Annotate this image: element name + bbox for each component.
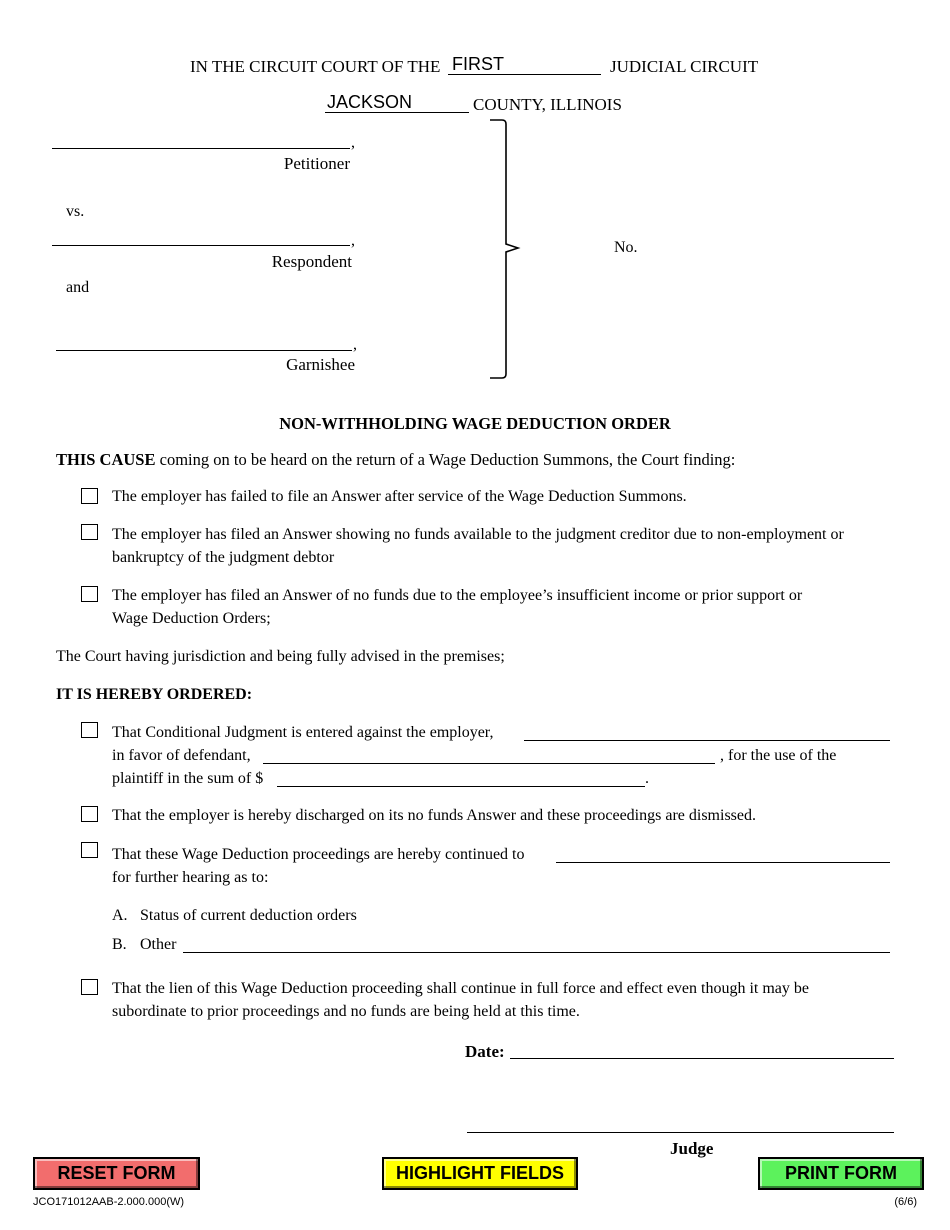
reset-form-button[interactable]: RESET FORM <box>33 1157 200 1190</box>
finding-2-checkbox[interactable] <box>81 524 98 540</box>
intro-rest: coming on to be heard on the return of a Wage Deduction Summons, the Court finding: <box>155 450 736 469</box>
order-2-line1: That the employer is hereby discharged on its no funds Answer and these proceedings are dismissed. <box>112 807 756 824</box>
order-3-line2: for further hearing as to: <box>112 869 269 886</box>
judge-label: Judge <box>670 1139 714 1158</box>
finding-3-text-line1: The employer has filed an Answer of no funds due to the employee’s insufficient income or prior support or <box>112 587 803 604</box>
intro-text <box>56 450 735 470</box>
judge-signature-line[interactable] <box>467 1132 894 1133</box>
other-field[interactable] <box>183 952 890 953</box>
county-suffix: COUNTY, ILLINOIS <box>473 95 622 114</box>
date-label: Date: <box>465 1042 505 1061</box>
employer-name-field[interactable] <box>524 740 890 741</box>
finding-3-text-line2: Wage Deduction Orders; <box>112 610 271 627</box>
caption-brace <box>488 118 524 382</box>
finding-1-checkbox[interactable] <box>81 488 98 504</box>
circuit-suffix: JUDICIAL CIRCUIT <box>610 57 759 76</box>
highlight-fields-button[interactable]: HIGHLIGHT FIELDS <box>382 1157 578 1190</box>
order-4-checkbox[interactable] <box>81 979 98 995</box>
finding-2-text-line2: bankruptcy of the judgment debtor <box>112 549 335 566</box>
order-1-line1: That Conditional Judgment is entered against the employer, <box>112 724 494 741</box>
county-value[interactable]: JACKSON <box>327 92 413 112</box>
page-number: (6/6) <box>894 1196 917 1208</box>
order-4-line2: subordinate to prior proceedings and no funds are being held at this time. <box>112 1003 580 1020</box>
form-title: NON-WITHHOLDING WAGE DEDUCTION ORDER <box>279 414 671 433</box>
respondent-label: Respondent <box>271 252 352 271</box>
order-1-line3b: . <box>645 770 649 787</box>
court-prefix: IN THE CIRCUIT COURT OF THE <box>190 57 441 76</box>
order-3-line1: That these Wage Deduction proceedings are hereby continued to <box>112 846 525 863</box>
date-field[interactable] <box>510 1058 894 1059</box>
finding-3-checkbox[interactable] <box>81 586 98 602</box>
garnishee-field[interactable] <box>56 350 352 351</box>
print-form-button[interactable]: PRINT FORM <box>758 1157 924 1190</box>
case-no-field[interactable] <box>644 236 894 260</box>
garnishee-comma: , <box>353 336 357 353</box>
garnishee-label: Garnishee <box>286 355 355 374</box>
ordered-heading: IT IS HEREBY ORDERED: <box>56 686 253 703</box>
continued-to-field[interactable] <box>556 862 890 863</box>
order-2-checkbox[interactable] <box>81 806 98 822</box>
finding-1-text: The employer has failed to file an Answer after service of the Wage Deduction Summons. <box>112 488 687 505</box>
order-1-line3a: plaintiff in the sum of $ <box>112 770 264 787</box>
order-1-checkbox[interactable] <box>81 722 98 738</box>
petitioner-label: Petitioner <box>283 154 350 173</box>
vs-label: vs. <box>66 203 85 220</box>
order-4-line1: That the lien of this Wage Deduction proceeding shall continue in full force and effect even though it may be <box>112 980 810 997</box>
circuit-value[interactable]: FIRST <box>452 54 504 74</box>
sub-a-text: Status of current deduction orders <box>140 907 357 924</box>
intro-bold: THIS CAUSE <box>56 450 156 469</box>
finding-2-text-line1: The employer has filed an Answer showing no funds available to the judgment creditor due to non-employment or <box>112 526 844 543</box>
sub-b-letter: B. <box>112 936 127 953</box>
judgment-amount-field[interactable] <box>277 786 645 787</box>
sub-b-text: Other <box>140 936 177 953</box>
petitioner-comma: , <box>351 134 355 151</box>
respondent-comma: , <box>351 232 355 249</box>
defendant-name-field[interactable] <box>263 763 715 764</box>
order-1-line2a: in favor of defendant, <box>112 747 251 764</box>
order-3-checkbox[interactable] <box>81 842 98 858</box>
and-label: and <box>66 279 90 296</box>
order-1-line2b: , for the use of the <box>720 747 837 764</box>
form-code: JCO171012AAB-2.000.000(W) <box>33 1196 185 1208</box>
sub-a-letter: A. <box>112 907 128 924</box>
petitioner-field[interactable] <box>52 148 350 149</box>
case-no-label: No. <box>614 239 638 256</box>
jurisdiction-text: The Court having jurisdiction and being fully advised in the premises; <box>56 648 505 665</box>
respondent-field[interactable] <box>52 245 350 246</box>
